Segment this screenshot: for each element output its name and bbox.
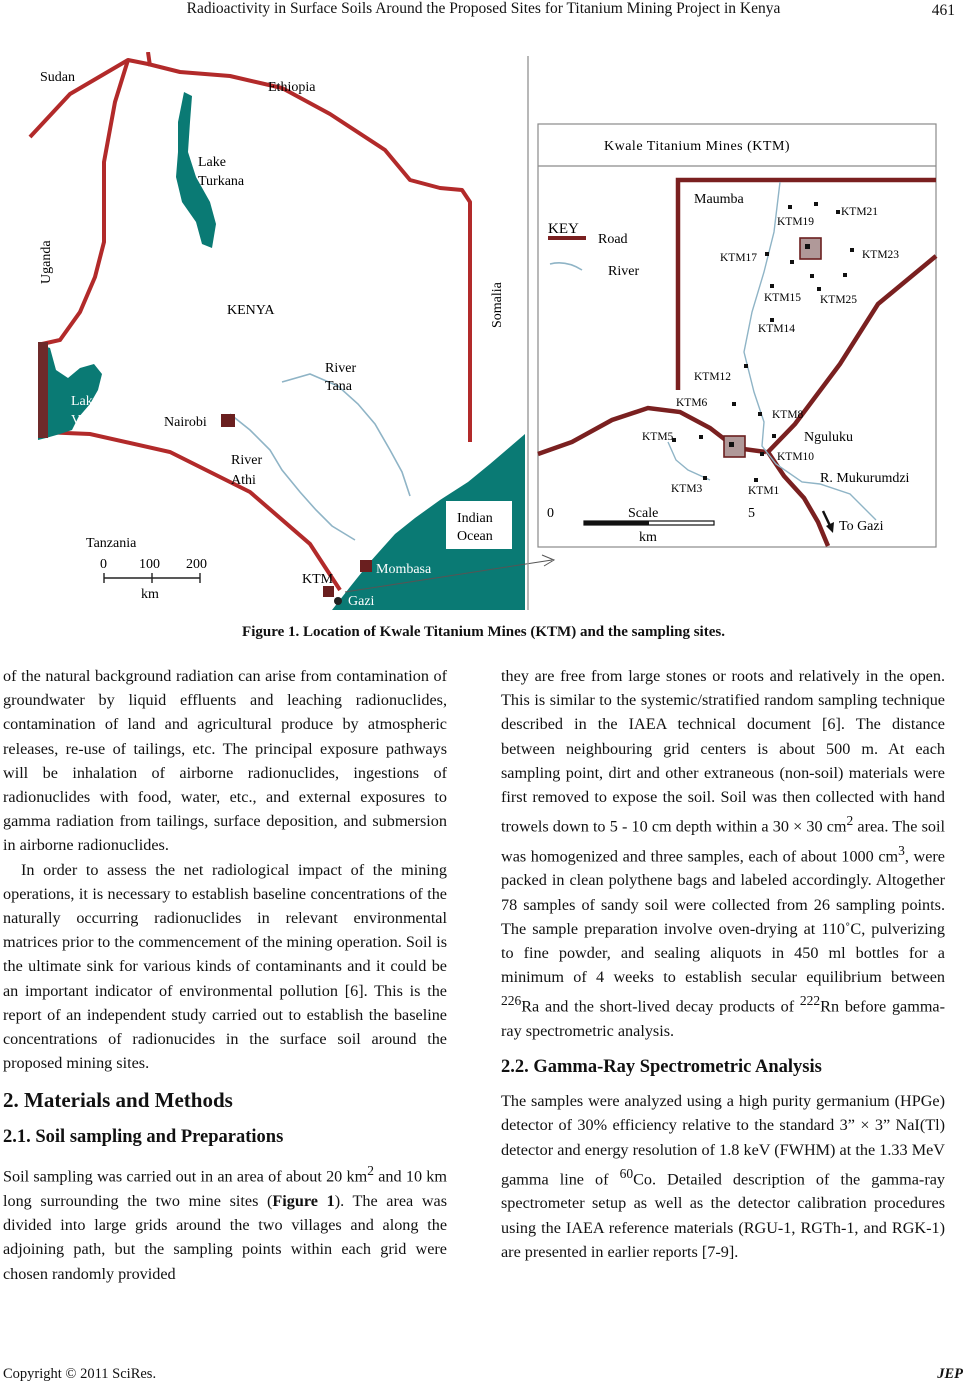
label-river-tana-2: Tana [325, 379, 353, 394]
paragraph: The samples were analyzed using a high purity germanium (HPGe) detector of 30% efficiency relative to the standard 3” × 3” NaI(Tl) detector and energy resolution of 1.8 keV (FWHM) at the 1.33 MeV gamma line of $^{60}$Co. Detailed description of the gamma-ray spectrometer setup as well as the detector calibration procedures using the IAEA reference materials (RGU-1, RGTh-1, and RGK-1) are presented in earlier reports [7-9]. [501, 1092, 945, 1261]
label-mukurumdzi: R. Mukurumdzi [820, 471, 910, 486]
river-tributary [668, 442, 710, 480]
uganda-border [42, 60, 128, 344]
figure-caption: Figure 1. Location of Kwale Titanium Mines (KTM) and the sampling sites. [242, 624, 725, 640]
kenya-scale-100: 100 [139, 557, 160, 572]
label-nairobi: Nairobi [164, 415, 207, 430]
subsection-heading: 2.1. Soil sampling and Preparations [3, 1127, 284, 1148]
kenya-scale-bar [100, 557, 207, 602]
key-river: River [608, 264, 640, 279]
site-ktm17: KTM17 [720, 252, 758, 264]
river-mukurumdzi [744, 182, 879, 520]
inset-scale-bar [547, 506, 755, 545]
site-ktm3: KTM3 [671, 483, 703, 495]
section-heading: 2. Materials and Methods [3, 1088, 233, 1113]
label-kenya: KENYA [227, 303, 275, 318]
running-title: Radioactivity in Surface Soils Around the Proposed Sites for Titanium Mining Project in Kenya [186, 0, 781, 17]
label-maumba: Maumba [694, 192, 744, 207]
nairobi-marker [221, 414, 235, 427]
ktm-marker [323, 586, 334, 597]
label-somalia: Somalia [490, 282, 505, 328]
right-column [501, 664, 945, 1264]
site-ktm5: KTM5 [642, 431, 674, 443]
site-ktm25: KTM25 [820, 294, 858, 306]
label-lake-turkana-1: Lake [198, 155, 226, 170]
label-ethiopia: Ethiopia [268, 80, 316, 95]
figure-1-map [20, 52, 940, 610]
inset-title: Kwale Titanium Mines (KTM) [604, 139, 791, 154]
label-mombasa: Mombasa [376, 562, 432, 577]
label-gazi: Gazi [348, 594, 375, 609]
mombasa-marker [360, 560, 372, 572]
label-sudan: Sudan [40, 70, 75, 85]
site-ktm21: KTM21 [841, 206, 879, 218]
paragraph: of the natural background radiation can arise from contamination of groundwater by liquid effluents and leaching radionuclides, contamination of land and agricultural produce by atmospheric releases, re-use of tailings, etc. The principal exposure pathways will be inhalation of airborne radionuclides, ingestions of radionuclides with food, water, etc., and external exposures to gamma radiation from tailings, surface deposition, and submersion in airborne radionuclides. [3, 667, 447, 855]
inset-map [528, 56, 936, 610]
label-river-athi-1: River [231, 453, 263, 468]
label-uganda: Uganda [39, 240, 54, 284]
key-road: Road [598, 232, 628, 247]
figure-reference[interactable]: Figure 1 [272, 1192, 335, 1211]
page-number: 461 [931, 2, 955, 19]
site-ktm23: KTM23 [862, 249, 900, 261]
journal-abbrev: JEP [937, 1366, 963, 1382]
running-header [0, 0, 967, 22]
label-indian-ocean-1: Indian [457, 511, 493, 526]
site-ktm12: KTM12 [694, 371, 732, 383]
gazi-marker [334, 597, 342, 605]
key-river-swatch [550, 263, 582, 270]
mine-site-nguluku [724, 436, 745, 457]
label-river-tana-1: River [325, 361, 357, 376]
paragraph: In order to assess the net radiological impact of the mining operations, it is necessary to establish baseline concentrations of the naturally occurring radionuclides in relevant environmental matrices prior to the commencement of the mining operation. Soil is the ultimate sink for various kinds of contaminants and it could be an important indicator of environmental pollution [6]. This is the report of an independent study carried out to establish the baseline concentrations of radionucides in the surface soil around the proposed mining sites. [3, 860, 447, 1073]
lake-turkana-water [176, 92, 216, 248]
paragraph: they are free from large stones or roots and relatively in the open. This is similar to the systemic/stratified random sampling technique described in the IAEA technical document [6]. The distance between neighbouring grid centers is about 500 m. At each sampling point, dirt and other extraneous (non-soil) materials were first removed to expose the soil. Soil was then collected with hand trowels down to 5 - 10 cm depth within a 30 × 30 $cm^2$ area. The soil was homogenized and three samples, each of about 1000 $cm^3$, were packed in clean polythene bags and labeled accordingly. Altogether 78 samples of sandy soil were collected from 26 sampling points. The sample preparation involve oven-drying at 110˚C, pulverizing to fine powder, and sealing aliquots in 450 ml bottles for a minimum of 4 weeks to establish secular equilibrium between $^{226}$Ra and the short-lived decay products of $^{222}$Rn before gamma-ray spectrometric analysis. [501, 667, 945, 1041]
inset-scale-5: 5 [748, 506, 755, 521]
inset-scale-label: Scale [628, 506, 659, 521]
ethiopia-somalia-border [148, 52, 150, 66]
kenya-scale-200: 200 [186, 557, 207, 572]
label-lake-victoria-2: Victoria [71, 413, 117, 428]
label-nguluku: Nguluku [804, 430, 853, 445]
paragraph: Soil sampling was carried out in an area of about 20 $km^2$ and 10 km long surrounding the two mine sites (Figure 1). The area was divided into large grids around the two villages and along the adjoining path, but the sampling points within each grid were chosen randomly provided [3, 1163, 448, 1283]
left-column [3, 664, 447, 1286]
copyright: Copyright © 2011 SciRes. [3, 1366, 157, 1382]
site-ktm19: KTM19 [777, 216, 815, 228]
site-ktm10: KTM10 [777, 451, 815, 463]
label-to-gazi: To Gazi [839, 519, 884, 534]
kenya-scale-unit: km [141, 587, 159, 602]
subsection-heading: 2.2. Gamma-Ray Spectrometric Analysis [501, 1057, 822, 1078]
kenya-scale-0: 0 [100, 557, 107, 572]
label-river-athi-2: Athi [231, 473, 256, 488]
label-ktm: KTM [302, 572, 334, 587]
page-footer [0, 1366, 967, 1386]
site-ktm8: KTM8 [772, 409, 804, 421]
road-maumba [678, 180, 936, 390]
site-ktm1: KTM1 [748, 485, 780, 497]
site-ktm15: KTM15 [764, 292, 802, 304]
site-ktm6: KTM6 [676, 397, 708, 409]
site-ktm14: KTM14 [758, 323, 796, 335]
label-tanzania: Tanzania [86, 536, 137, 551]
kenya-map [30, 52, 554, 610]
inset-scale-0: 0 [547, 506, 554, 521]
label-indian-ocean-2: Ocean [457, 529, 493, 544]
label-lake-victoria-1: Lake [71, 394, 99, 409]
uganda-shore-bar [38, 342, 48, 438]
label-lake-turkana-2: Turkana [198, 174, 245, 189]
inset-scale-unit: km [639, 530, 657, 545]
mine-site-maumba [800, 238, 821, 259]
key-title: KEY [548, 221, 579, 237]
